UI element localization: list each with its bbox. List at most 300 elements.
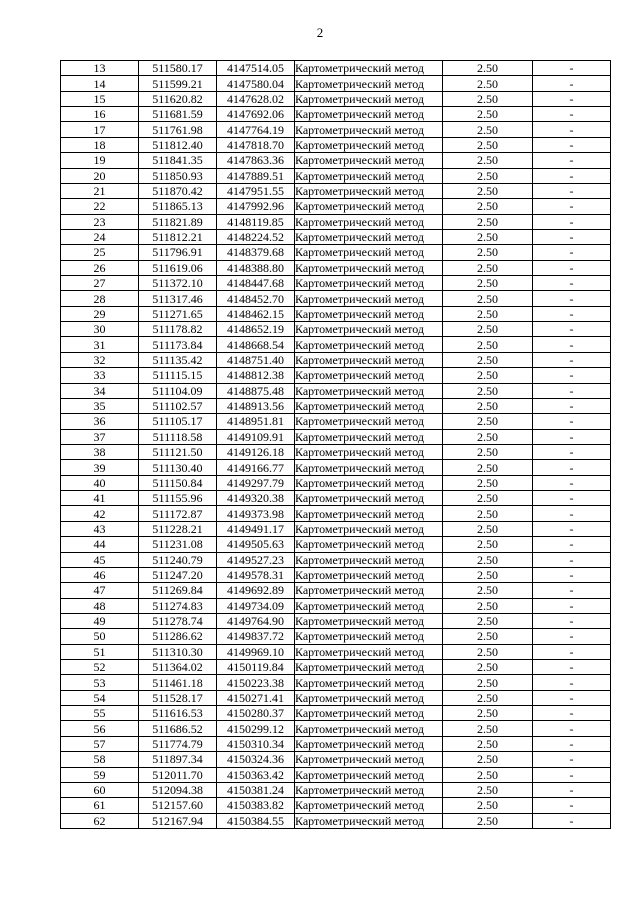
x-coordinate-cell: 511271.65 bbox=[139, 306, 217, 321]
method-cell: Картометрический метод bbox=[295, 460, 443, 475]
accuracy-cell: 2.50 bbox=[443, 798, 533, 813]
note-cell: - bbox=[533, 629, 611, 644]
table-row bbox=[61, 214, 611, 229]
table-row bbox=[61, 475, 611, 490]
point-number-cell: 44 bbox=[61, 537, 139, 552]
method-cell: Картометрический метод bbox=[295, 260, 443, 275]
point-number-cell: 19 bbox=[61, 153, 139, 168]
point-number-cell: 51 bbox=[61, 644, 139, 659]
y-coordinate-cell: 4148379.68 bbox=[217, 245, 295, 260]
y-coordinate-cell: 4150271.41 bbox=[217, 690, 295, 705]
x-coordinate-cell: 511620.82 bbox=[139, 91, 217, 106]
note-cell: - bbox=[533, 706, 611, 721]
table-row bbox=[61, 690, 611, 705]
note-cell: - bbox=[533, 598, 611, 613]
x-coordinate-cell: 511172.87 bbox=[139, 506, 217, 521]
y-coordinate-cell: 4148913.56 bbox=[217, 398, 295, 413]
accuracy-cell: 2.50 bbox=[443, 337, 533, 352]
note-cell: - bbox=[533, 291, 611, 306]
note-cell: - bbox=[533, 260, 611, 275]
y-coordinate-cell: 4148119.85 bbox=[217, 214, 295, 229]
table-row bbox=[61, 168, 611, 183]
point-number-cell: 56 bbox=[61, 721, 139, 736]
y-coordinate-cell: 4147628.02 bbox=[217, 91, 295, 106]
y-coordinate-cell: 4148751.40 bbox=[217, 352, 295, 367]
note-cell: - bbox=[533, 736, 611, 751]
table-row bbox=[61, 491, 611, 506]
point-number-cell: 37 bbox=[61, 429, 139, 444]
x-coordinate-cell: 511274.83 bbox=[139, 598, 217, 613]
page-number: 2 bbox=[316, 25, 324, 40]
point-number-cell: 20 bbox=[61, 168, 139, 183]
accuracy-cell: 2.50 bbox=[443, 383, 533, 398]
table-row bbox=[61, 613, 611, 628]
x-coordinate-cell: 511812.21 bbox=[139, 229, 217, 244]
point-number-cell: 55 bbox=[61, 706, 139, 721]
note-cell: - bbox=[533, 460, 611, 475]
accuracy-cell: 2.50 bbox=[443, 122, 533, 137]
note-cell: - bbox=[533, 690, 611, 705]
table-row bbox=[61, 276, 611, 291]
y-coordinate-cell: 4150384.55 bbox=[217, 813, 295, 828]
x-coordinate-cell: 511155.96 bbox=[139, 491, 217, 506]
point-number-cell: 34 bbox=[61, 383, 139, 398]
point-number-cell: 40 bbox=[61, 475, 139, 490]
x-coordinate-cell: 511240.79 bbox=[139, 552, 217, 567]
accuracy-cell: 2.50 bbox=[443, 552, 533, 567]
note-cell: - bbox=[533, 137, 611, 152]
accuracy-cell: 2.50 bbox=[443, 352, 533, 367]
table-row bbox=[61, 813, 611, 828]
method-cell: Картометрический метод bbox=[295, 214, 443, 229]
accuracy-cell: 2.50 bbox=[443, 675, 533, 690]
note-cell: - bbox=[533, 583, 611, 598]
x-coordinate-cell: 511461.18 bbox=[139, 675, 217, 690]
method-cell: Картометрический метод bbox=[295, 567, 443, 582]
table-row bbox=[61, 644, 611, 659]
x-coordinate-cell: 511310.30 bbox=[139, 644, 217, 659]
point-number-cell: 24 bbox=[61, 229, 139, 244]
note-cell: - bbox=[533, 521, 611, 536]
table-row bbox=[61, 245, 611, 260]
table-row bbox=[61, 552, 611, 567]
point-number-cell: 50 bbox=[61, 629, 139, 644]
method-cell: Картометрический метод bbox=[295, 414, 443, 429]
table-row bbox=[61, 567, 611, 582]
y-coordinate-cell: 4148875.48 bbox=[217, 383, 295, 398]
x-coordinate-cell: 511528.17 bbox=[139, 690, 217, 705]
accuracy-cell: 2.50 bbox=[443, 629, 533, 644]
y-coordinate-cell: 4147764.19 bbox=[217, 122, 295, 137]
y-coordinate-cell: 4147951.55 bbox=[217, 183, 295, 198]
note-cell: - bbox=[533, 721, 611, 736]
note-cell: - bbox=[533, 229, 611, 244]
y-coordinate-cell: 4149373.98 bbox=[217, 506, 295, 521]
accuracy-cell: 2.50 bbox=[443, 813, 533, 828]
note-cell: - bbox=[533, 444, 611, 459]
y-coordinate-cell: 4149969.10 bbox=[217, 644, 295, 659]
accuracy-cell: 2.50 bbox=[443, 398, 533, 413]
note-cell: - bbox=[533, 153, 611, 168]
point-number-cell: 14 bbox=[61, 76, 139, 91]
accuracy-cell: 2.50 bbox=[443, 199, 533, 214]
note-cell: - bbox=[533, 798, 611, 813]
table-row bbox=[61, 352, 611, 367]
table-row bbox=[61, 429, 611, 444]
x-coordinate-cell: 511115.15 bbox=[139, 368, 217, 383]
point-number-cell: 25 bbox=[61, 245, 139, 260]
note-cell: - bbox=[533, 306, 611, 321]
note-cell: - bbox=[533, 107, 611, 122]
y-coordinate-cell: 4150324.36 bbox=[217, 752, 295, 767]
x-coordinate-cell: 511599.21 bbox=[139, 76, 217, 91]
accuracy-cell: 2.50 bbox=[443, 537, 533, 552]
note-cell: - bbox=[533, 168, 611, 183]
x-coordinate-cell: 511686.52 bbox=[139, 721, 217, 736]
y-coordinate-cell: 4149491.17 bbox=[217, 521, 295, 536]
point-number-cell: 29 bbox=[61, 306, 139, 321]
accuracy-cell: 2.50 bbox=[443, 782, 533, 797]
y-coordinate-cell: 4149166.77 bbox=[217, 460, 295, 475]
point-number-cell: 57 bbox=[61, 736, 139, 751]
accuracy-cell: 2.50 bbox=[443, 660, 533, 675]
method-cell: Картометрический метод bbox=[295, 122, 443, 137]
x-coordinate-cell: 511121.50 bbox=[139, 444, 217, 459]
note-cell: - bbox=[533, 76, 611, 91]
y-coordinate-cell: 4147863.36 bbox=[217, 153, 295, 168]
x-coordinate-cell: 512167.94 bbox=[139, 813, 217, 828]
method-cell: Картометрический метод bbox=[295, 475, 443, 490]
accuracy-cell: 2.50 bbox=[443, 690, 533, 705]
note-cell: - bbox=[533, 414, 611, 429]
method-cell: Картометрический метод bbox=[295, 168, 443, 183]
x-coordinate-cell: 512011.70 bbox=[139, 767, 217, 782]
x-coordinate-cell: 511247.20 bbox=[139, 567, 217, 582]
method-cell: Картометрический метод bbox=[295, 583, 443, 598]
method-cell: Картометрический метод bbox=[295, 552, 443, 567]
method-cell: Картометрический метод bbox=[295, 368, 443, 383]
method-cell: Картометрический метод bbox=[295, 276, 443, 291]
accuracy-cell: 2.50 bbox=[443, 137, 533, 152]
x-coordinate-cell: 511118.58 bbox=[139, 429, 217, 444]
table-row bbox=[61, 91, 611, 106]
point-number-cell: 22 bbox=[61, 199, 139, 214]
table-row bbox=[61, 368, 611, 383]
accuracy-cell: 2.50 bbox=[443, 183, 533, 198]
point-number-cell: 16 bbox=[61, 107, 139, 122]
point-number-cell: 39 bbox=[61, 460, 139, 475]
accuracy-cell: 2.50 bbox=[443, 214, 533, 229]
accuracy-cell: 2.50 bbox=[443, 644, 533, 659]
method-cell: Картометрический метод bbox=[295, 137, 443, 152]
point-number-cell: 62 bbox=[61, 813, 139, 828]
method-cell: Картометрический метод bbox=[295, 706, 443, 721]
accuracy-cell: 2.50 bbox=[443, 245, 533, 260]
y-coordinate-cell: 4149297.79 bbox=[217, 475, 295, 490]
table-row bbox=[61, 306, 611, 321]
table-row bbox=[61, 229, 611, 244]
table-row bbox=[61, 506, 611, 521]
method-cell: Картометрический метод bbox=[295, 183, 443, 198]
x-coordinate-cell: 511178.82 bbox=[139, 322, 217, 337]
table-row bbox=[61, 521, 611, 536]
accuracy-cell: 2.50 bbox=[443, 736, 533, 751]
method-cell: Картометрический метод bbox=[295, 721, 443, 736]
accuracy-cell: 2.50 bbox=[443, 107, 533, 122]
point-number-cell: 61 bbox=[61, 798, 139, 813]
table-row bbox=[61, 721, 611, 736]
point-number-cell: 60 bbox=[61, 782, 139, 797]
method-cell: Картометрический метод bbox=[295, 537, 443, 552]
table-row bbox=[61, 398, 611, 413]
accuracy-cell: 2.50 bbox=[443, 721, 533, 736]
method-cell: Картометрический метод bbox=[295, 306, 443, 321]
accuracy-cell: 2.50 bbox=[443, 491, 533, 506]
x-coordinate-cell: 511897.34 bbox=[139, 752, 217, 767]
method-cell: Картометрический метод bbox=[295, 352, 443, 367]
note-cell: - bbox=[533, 199, 611, 214]
table-row bbox=[61, 414, 611, 429]
x-coordinate-cell: 511228.21 bbox=[139, 521, 217, 536]
point-number-cell: 13 bbox=[61, 61, 139, 76]
method-cell: Картометрический метод bbox=[295, 153, 443, 168]
table-row bbox=[61, 260, 611, 275]
table-row bbox=[61, 337, 611, 352]
table-row bbox=[61, 782, 611, 797]
x-coordinate-cell: 511278.74 bbox=[139, 613, 217, 628]
accuracy-cell: 2.50 bbox=[443, 168, 533, 183]
y-coordinate-cell: 4148447.68 bbox=[217, 276, 295, 291]
note-cell: - bbox=[533, 644, 611, 659]
note-cell: - bbox=[533, 352, 611, 367]
note-cell: - bbox=[533, 245, 611, 260]
x-coordinate-cell: 511317.46 bbox=[139, 291, 217, 306]
point-number-cell: 54 bbox=[61, 690, 139, 705]
note-cell: - bbox=[533, 122, 611, 137]
accuracy-cell: 2.50 bbox=[443, 521, 533, 536]
accuracy-cell: 2.50 bbox=[443, 444, 533, 459]
method-cell: Картометрический метод bbox=[295, 521, 443, 536]
x-coordinate-cell: 512157.60 bbox=[139, 798, 217, 813]
table-row bbox=[61, 137, 611, 152]
method-cell: Картометрический метод bbox=[295, 337, 443, 352]
point-number-cell: 48 bbox=[61, 598, 139, 613]
method-cell: Картометрический метод bbox=[295, 61, 443, 76]
y-coordinate-cell: 4149734.09 bbox=[217, 598, 295, 613]
note-cell: - bbox=[533, 276, 611, 291]
x-coordinate-cell: 511269.84 bbox=[139, 583, 217, 598]
y-coordinate-cell: 4147514.05 bbox=[217, 61, 295, 76]
table-row bbox=[61, 153, 611, 168]
y-coordinate-cell: 4148652.19 bbox=[217, 322, 295, 337]
x-coordinate-cell: 511231.08 bbox=[139, 537, 217, 552]
y-coordinate-cell: 4147580.04 bbox=[217, 76, 295, 91]
method-cell: Картометрический метод bbox=[295, 675, 443, 690]
accuracy-cell: 2.50 bbox=[443, 414, 533, 429]
y-coordinate-cell: 4147692.06 bbox=[217, 107, 295, 122]
method-cell: Картометрический метод bbox=[295, 322, 443, 337]
point-number-cell: 42 bbox=[61, 506, 139, 521]
point-number-cell: 36 bbox=[61, 414, 139, 429]
table-row bbox=[61, 383, 611, 398]
method-cell: Картометрический метод bbox=[295, 690, 443, 705]
table-row bbox=[61, 629, 611, 644]
note-cell: - bbox=[533, 813, 611, 828]
method-cell: Картометрический метод bbox=[295, 76, 443, 91]
x-coordinate-cell: 511286.62 bbox=[139, 629, 217, 644]
note-cell: - bbox=[533, 91, 611, 106]
note-cell: - bbox=[533, 398, 611, 413]
method-cell: Картометрический метод bbox=[295, 798, 443, 813]
table-row bbox=[61, 767, 611, 782]
x-coordinate-cell: 511173.84 bbox=[139, 337, 217, 352]
note-cell: - bbox=[533, 383, 611, 398]
point-number-cell: 47 bbox=[61, 583, 139, 598]
table-row bbox=[61, 798, 611, 813]
y-coordinate-cell: 4149505.63 bbox=[217, 537, 295, 552]
x-coordinate-cell: 511105.17 bbox=[139, 414, 217, 429]
note-cell: - bbox=[533, 613, 611, 628]
y-coordinate-cell: 4150383.82 bbox=[217, 798, 295, 813]
accuracy-cell: 2.50 bbox=[443, 506, 533, 521]
method-cell: Картометрический метод bbox=[295, 660, 443, 675]
method-cell: Картометрический метод bbox=[295, 383, 443, 398]
x-coordinate-cell: 511870.42 bbox=[139, 183, 217, 198]
point-number-cell: 28 bbox=[61, 291, 139, 306]
y-coordinate-cell: 4147889.51 bbox=[217, 168, 295, 183]
method-cell: Картометрический метод bbox=[295, 752, 443, 767]
note-cell: - bbox=[533, 368, 611, 383]
x-coordinate-cell: 511135.42 bbox=[139, 352, 217, 367]
method-cell: Картометрический метод bbox=[295, 782, 443, 797]
method-cell: Картометрический метод bbox=[295, 245, 443, 260]
x-coordinate-cell: 511821.89 bbox=[139, 214, 217, 229]
accuracy-cell: 2.50 bbox=[443, 583, 533, 598]
method-cell: Картометрический метод bbox=[295, 736, 443, 751]
x-coordinate-cell: 511850.93 bbox=[139, 168, 217, 183]
point-number-cell: 49 bbox=[61, 613, 139, 628]
accuracy-cell: 2.50 bbox=[443, 706, 533, 721]
x-coordinate-cell: 511150.84 bbox=[139, 475, 217, 490]
y-coordinate-cell: 4149527.23 bbox=[217, 552, 295, 567]
table-row bbox=[61, 61, 611, 76]
x-coordinate-cell: 511616.53 bbox=[139, 706, 217, 721]
point-number-cell: 27 bbox=[61, 276, 139, 291]
note-cell: - bbox=[533, 675, 611, 690]
accuracy-cell: 2.50 bbox=[443, 460, 533, 475]
y-coordinate-cell: 4148668.54 bbox=[217, 337, 295, 352]
method-cell: Картометрический метод bbox=[295, 767, 443, 782]
table-row bbox=[61, 598, 611, 613]
y-coordinate-cell: 4149837.72 bbox=[217, 629, 295, 644]
x-coordinate-cell: 511130.40 bbox=[139, 460, 217, 475]
note-cell: - bbox=[533, 537, 611, 552]
method-cell: Картометрический метод bbox=[295, 644, 443, 659]
note-cell: - bbox=[533, 429, 611, 444]
table-row bbox=[61, 736, 611, 751]
point-number-cell: 59 bbox=[61, 767, 139, 782]
accuracy-cell: 2.50 bbox=[443, 567, 533, 582]
note-cell: - bbox=[533, 322, 611, 337]
y-coordinate-cell: 4149320.38 bbox=[217, 491, 295, 506]
point-number-cell: 15 bbox=[61, 91, 139, 106]
note-cell: - bbox=[533, 752, 611, 767]
point-number-cell: 31 bbox=[61, 337, 139, 352]
table-row bbox=[61, 122, 611, 137]
y-coordinate-cell: 4149578.31 bbox=[217, 567, 295, 582]
note-cell: - bbox=[533, 782, 611, 797]
method-cell: Картометрический метод bbox=[295, 107, 443, 122]
table-row bbox=[61, 460, 611, 475]
accuracy-cell: 2.50 bbox=[443, 368, 533, 383]
method-cell: Картометрический метод bbox=[295, 491, 443, 506]
y-coordinate-cell: 4150363.42 bbox=[217, 767, 295, 782]
table-row bbox=[61, 706, 611, 721]
point-number-cell: 32 bbox=[61, 352, 139, 367]
point-number-cell: 23 bbox=[61, 214, 139, 229]
accuracy-cell: 2.50 bbox=[443, 322, 533, 337]
point-number-cell: 21 bbox=[61, 183, 139, 198]
table-row bbox=[61, 444, 611, 459]
accuracy-cell: 2.50 bbox=[443, 76, 533, 91]
table-row bbox=[61, 322, 611, 337]
point-number-cell: 53 bbox=[61, 675, 139, 690]
point-number-cell: 45 bbox=[61, 552, 139, 567]
note-cell: - bbox=[533, 61, 611, 76]
y-coordinate-cell: 4149692.89 bbox=[217, 583, 295, 598]
method-cell: Картометрический метод bbox=[295, 613, 443, 628]
point-number-cell: 46 bbox=[61, 567, 139, 582]
point-number-cell: 18 bbox=[61, 137, 139, 152]
accuracy-cell: 2.50 bbox=[443, 598, 533, 613]
y-coordinate-cell: 4148812.38 bbox=[217, 368, 295, 383]
method-cell: Картометрический метод bbox=[295, 429, 443, 444]
y-coordinate-cell: 4147992.96 bbox=[217, 199, 295, 214]
coordinates-table-body bbox=[61, 61, 611, 829]
note-cell: - bbox=[533, 660, 611, 675]
point-number-cell: 52 bbox=[61, 660, 139, 675]
method-cell: Картометрический метод bbox=[295, 91, 443, 106]
accuracy-cell: 2.50 bbox=[443, 767, 533, 782]
accuracy-cell: 2.50 bbox=[443, 429, 533, 444]
note-cell: - bbox=[533, 767, 611, 782]
point-number-cell: 35 bbox=[61, 398, 139, 413]
point-number-cell: 38 bbox=[61, 444, 139, 459]
table-row bbox=[61, 199, 611, 214]
method-cell: Картометрический метод bbox=[295, 444, 443, 459]
y-coordinate-cell: 4150223.38 bbox=[217, 675, 295, 690]
method-cell: Картометрический метод bbox=[295, 629, 443, 644]
note-cell: - bbox=[533, 214, 611, 229]
table-row bbox=[61, 583, 611, 598]
y-coordinate-cell: 4148388.80 bbox=[217, 260, 295, 275]
coordinates-table bbox=[60, 60, 611, 829]
note-cell: - bbox=[533, 506, 611, 521]
note-cell: - bbox=[533, 567, 611, 582]
method-cell: Картометрический метод bbox=[295, 229, 443, 244]
accuracy-cell: 2.50 bbox=[443, 306, 533, 321]
accuracy-cell: 2.50 bbox=[443, 91, 533, 106]
table-row bbox=[61, 183, 611, 198]
note-cell: - bbox=[533, 475, 611, 490]
x-coordinate-cell: 511372.10 bbox=[139, 276, 217, 291]
point-number-cell: 33 bbox=[61, 368, 139, 383]
y-coordinate-cell: 4147818.70 bbox=[217, 137, 295, 152]
table-row bbox=[61, 675, 611, 690]
note-cell: - bbox=[533, 337, 611, 352]
x-coordinate-cell: 511681.59 bbox=[139, 107, 217, 122]
table-row bbox=[61, 76, 611, 91]
